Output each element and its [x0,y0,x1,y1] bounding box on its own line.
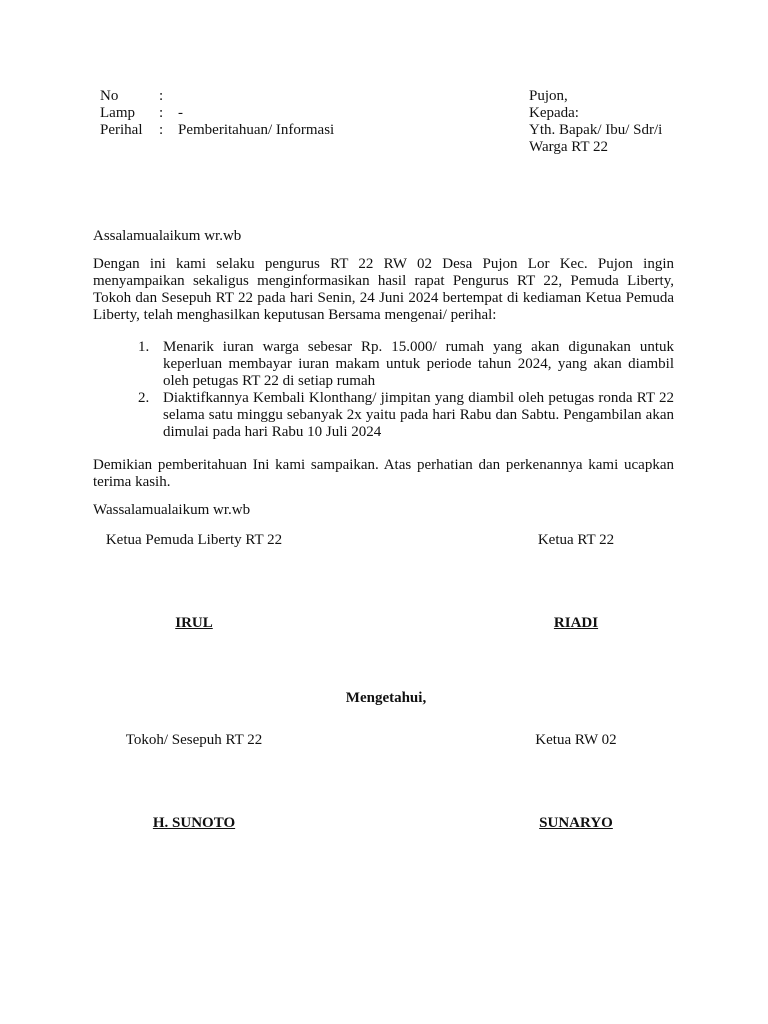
closing-paragraph: Demikian pemberitahuan Ini kami sampaikan. Atas perhatian dan perkenannya kami ucapkan terima kasih. [93,457,674,490]
recipient-label: Kepada: [529,105,579,121]
signature-name-right-2: SUNARYO [539,815,613,831]
signature-title-left-2: Tokoh/ Sesepuh RT 22 [125,732,263,748]
recipient-name: Warga RT 22 [529,139,608,155]
header-key-lamp: Lamp [100,105,135,121]
farewell: Wassalamualaikum wr.wb [93,502,251,518]
list-item-text: Diaktifkannya Kembali Klonthang/ jimpitan yang diambil oleh petugas ronda RT 22 selama satu minggu sebanyak 2x yaitu pada hari Rabu dan Sabtu. Pengambilan akan dimulai pada hari Rabu 10 Juli 2024 [163,390,674,440]
list-item-text: Menarik iuran warga sebesar Rp. 15.000/ rumah yang akan digunakan untuk keperluan membayar iuran makam untuk periode tahun 2024, yang akan diambil oleh petugas RT 22 di setiap rumah [163,339,674,389]
place-line: Pujon, [529,88,568,104]
header-key-perihal: Perihal [100,122,143,138]
list-item [93,339,674,390]
signature-title-right: Ketua RT 22 [537,532,615,548]
intro-paragraph: Dengan ini kami selaku pengurus RT 22 RW 02 Desa Pujon Lor Kec. Pujon ingin menyampaikan sekaligus menginformasikan hasil rapat Pengurus RT 22, Pemuda Liberty, Tokoh dan Sesepuh RT 22 pada hari Senin, 24 Juni 2024 bertempat di kediaman Ketua Pemuda Liberty, telah menghasilkan keputusan Bersama mengenai/ perihal: [93,256,674,323]
greeting: Assalamualaikum wr.wb [93,228,242,244]
acknowledged-label: Mengetahui, [345,690,427,706]
signature-name-left-2: H. SUNOTO [152,815,236,831]
header-value-perihal: Pemberitahuan/ Informasi [178,122,335,138]
signature-name-left: IRUL [175,615,213,631]
signature-title-left: Ketua Pemuda Liberty RT 22 [105,532,283,548]
signature-title-right-2: Ketua RW 02 [535,732,617,748]
recipient-salutation: Yth. Bapak/ Ibu/ Sdr/i [529,122,663,138]
header-colon: : [159,105,164,121]
header-value-lamp: - [178,105,183,121]
list-item [93,390,674,441]
list-item-number: 2. [138,390,150,406]
header-colon: : [159,88,164,104]
header-key-no: No [100,88,119,104]
signature-name-right: RIADI [553,615,599,631]
list-item-number: 1. [138,339,150,355]
header-colon: : [159,122,164,138]
decision-list [93,339,674,441]
